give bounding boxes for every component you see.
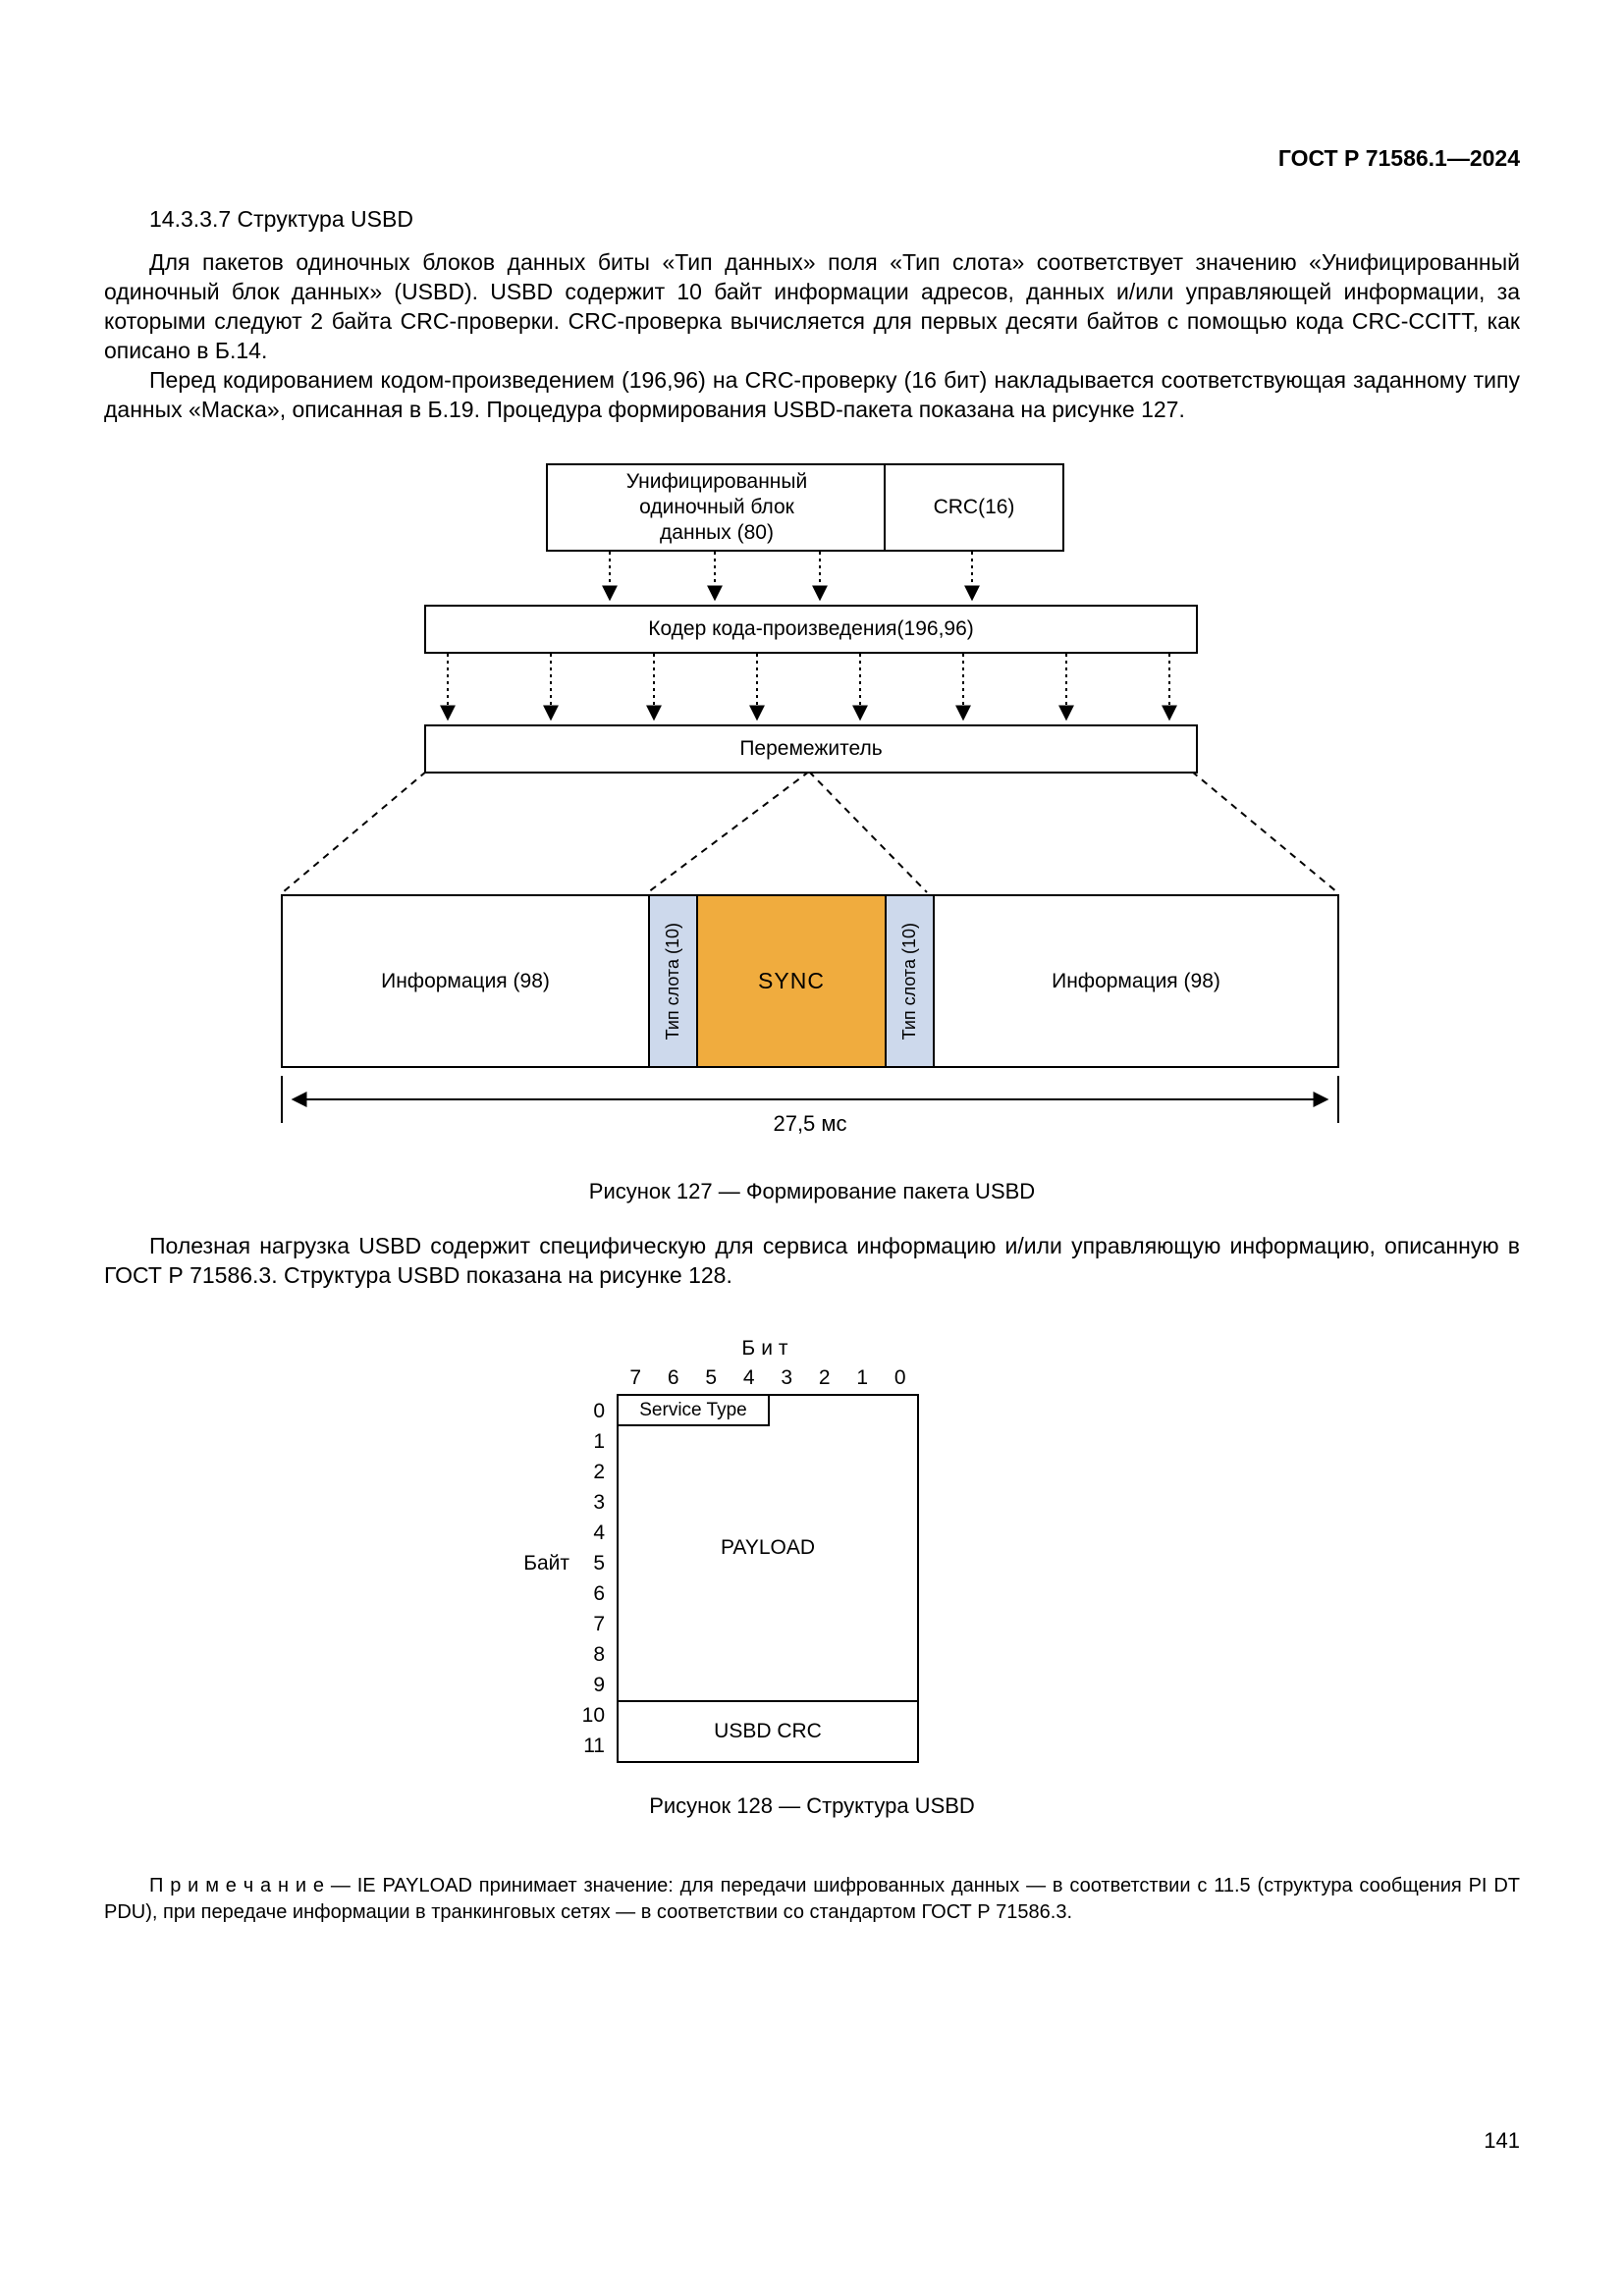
byte-label-11: 11 bbox=[583, 1735, 605, 1757]
expansion-dashed-lines bbox=[283, 772, 1337, 892]
byte-label-1: 1 bbox=[593, 1430, 605, 1453]
paragraph-3: Полезная нагрузка USBD содержит специфическую для сервиса информацию и/или управляющую информацию, описанную в ГОСТ Р 71586.3. Структура USBD показана на рисунке 128. bbox=[104, 1233, 1520, 1288]
slot-type-left-label: Тип слота (10) bbox=[663, 922, 682, 1041]
dashed-arrows-input-to-coder bbox=[610, 552, 972, 599]
byte-label-9: 9 bbox=[593, 1674, 605, 1696]
duration-label: 27,5 мс bbox=[773, 1111, 847, 1136]
byte-label-3: 3 bbox=[593, 1491, 605, 1514]
bit-label-7: 7 bbox=[629, 1366, 642, 1389]
note-paragraph: П р и м е ч а н и е — IE PAYLOAD принимает значение: для передачи шифрованных данных — в соответствии с 11.5 (структура сообщения PI DT PDU), при передаче информации в транкинговых сетях — в соответствии со стандартом ГОСТ Р 71586.3. bbox=[104, 1875, 1520, 1923]
usbd-crc-cell bbox=[619, 1700, 917, 1761]
bit-label-2: 2 bbox=[818, 1366, 831, 1389]
sync-label: SYNC bbox=[758, 968, 825, 993]
info-right-segment bbox=[935, 896, 1337, 1066]
paragraph-1: Для пакетов одиночных блоков данных биты «Тип данных» поля «Тип слота» соответствует значению «Унифицированный одиночный блок данных» (USBD). USBD содержит 10 байт информации адресов, данных и/или управляющей информации, за которыми следуют 2 байта CRC-проверки. CRC-проверка вычисляется для первых десяти байтов с помощью кода CRC-CCITT, как описано в Б.14. bbox=[104, 249, 1520, 363]
bit-label-5: 5 bbox=[705, 1366, 718, 1389]
byte-label-2: 2 bbox=[593, 1461, 605, 1483]
payload-label: PAYLOAD bbox=[720, 1536, 816, 1559]
coder-label: Кодер кода-произведения(196,96) bbox=[648, 617, 974, 640]
page-content bbox=[104, 0, 1520, 1946]
byte-label-10: 10 bbox=[581, 1704, 605, 1727]
burst-structure-bar bbox=[281, 894, 1339, 1068]
figure-128 bbox=[104, 1337, 1520, 1769]
page-number: 141 bbox=[1484, 2128, 1520, 2153]
payload-cell bbox=[619, 1396, 917, 1700]
byte-label-7: 7 bbox=[593, 1613, 605, 1635]
document-header: ГОСТ Р 71586.1—2024 bbox=[1277, 145, 1520, 171]
usbd-block-box bbox=[546, 463, 888, 552]
slot-type-left-segment bbox=[650, 896, 698, 1066]
interleaver-box bbox=[424, 724, 1198, 774]
service-type-cell bbox=[619, 1396, 770, 1426]
byte-axis-label: Байт bbox=[523, 1552, 569, 1575]
info-left-label: Информация (98) bbox=[381, 969, 550, 992]
product-code-coder-box bbox=[424, 605, 1198, 654]
dashed-arrows-coder-to-interleaver bbox=[448, 654, 1169, 719]
bit-label-1: 1 bbox=[856, 1366, 869, 1389]
byte-label-0: 0 bbox=[593, 1400, 605, 1422]
crc-box bbox=[884, 463, 1064, 552]
bit-label-0: 0 bbox=[893, 1366, 906, 1389]
bit-label-3: 3 bbox=[781, 1366, 793, 1389]
interleaver-label: Перемежитель bbox=[739, 737, 883, 760]
section-heading: 14.3.3.7 Структура USBD bbox=[149, 206, 413, 232]
figure-127 bbox=[104, 463, 1520, 1150]
byte-label-6: 6 bbox=[593, 1582, 605, 1605]
byte-label-8: 8 bbox=[593, 1643, 605, 1666]
usbd-crc-label: USBD CRC bbox=[714, 1720, 822, 1742]
byte-label-5: 5 bbox=[593, 1552, 605, 1575]
crc-label: CRC(16) bbox=[933, 496, 1015, 518]
figure-128-caption: Рисунок 128 — Структура USBD bbox=[649, 1793, 975, 1818]
bit-label-4: 4 bbox=[742, 1366, 755, 1389]
info-left-segment bbox=[283, 896, 650, 1066]
service-type-label: Service Type bbox=[639, 1399, 747, 1420]
usbd-block-label: Унифицированный одиночный блок данных (80) bbox=[625, 470, 808, 544]
bit-label-6: 6 bbox=[667, 1366, 679, 1389]
paragraph-2: Перед кодированием кодом-произведением (196,96) на CRC-проверку (16 бит) накладывается соответствующая заданному типу данных «Маска», описанная в Б.19. Процедура формирования USBD-пакета показана на рисунке 127. bbox=[104, 367, 1520, 422]
figure-127-caption: Рисунок 127 — Формирование пакета USBD bbox=[588, 1179, 1036, 1203]
slot-type-right-label: Тип слота (10) bbox=[899, 922, 919, 1041]
info-right-label: Информация (98) bbox=[1052, 969, 1220, 992]
bit-axis-label: Бит bbox=[741, 1337, 794, 1360]
usbd-structure-grid bbox=[617, 1394, 919, 1763]
slot-type-right-segment bbox=[887, 896, 935, 1066]
byte-label-4: 4 bbox=[593, 1522, 605, 1544]
bit-labels-row bbox=[617, 1366, 919, 1390]
byte-labels-column bbox=[526, 1396, 605, 1761]
sync-segment bbox=[698, 896, 887, 1066]
